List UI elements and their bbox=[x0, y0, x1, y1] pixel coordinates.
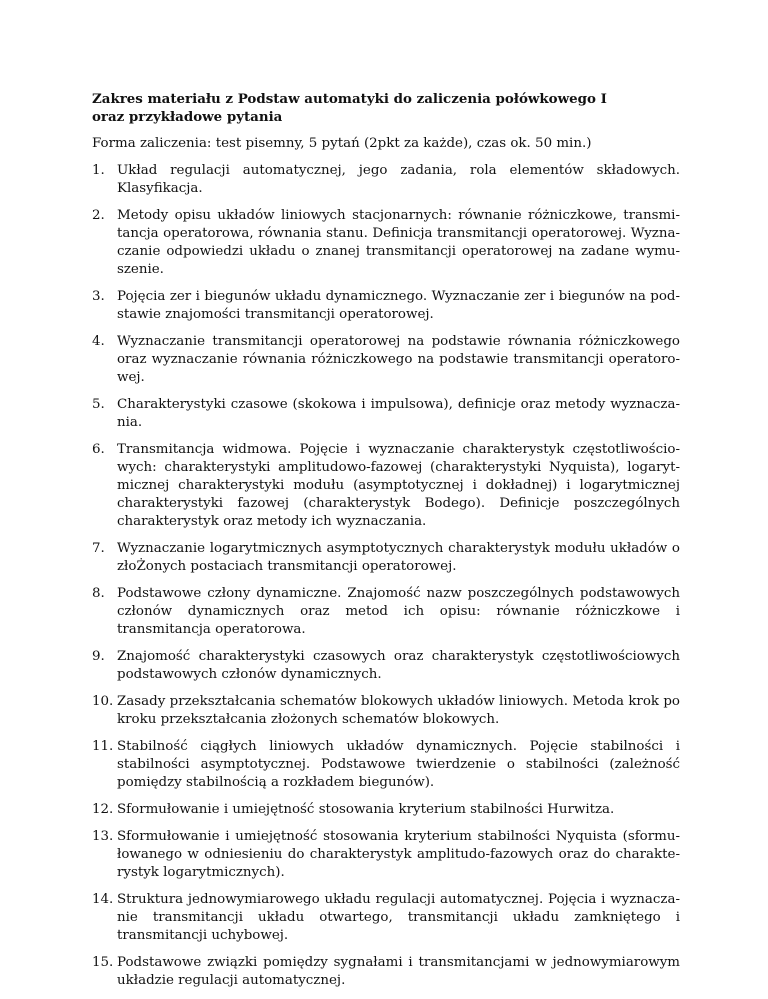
list-item bbox=[92, 954, 680, 990]
item-number: 12. bbox=[92, 802, 114, 817]
item-number: 10. bbox=[92, 694, 114, 709]
exam-form-description: Forma zaliczenia: test pisemny, 5 pytań (2pkt za każde), czas ok. 50 min.) bbox=[92, 136, 592, 151]
item-number: 15. bbox=[92, 955, 114, 970]
item-text: Podstawowe związki pomiędzy sygnałami i transmitancjami w jednowymiarowym układzie regulacji automatycznej. bbox=[117, 955, 680, 988]
list-item bbox=[92, 891, 680, 945]
title-line-1: Zakres materiału z Podstaw automatyki do zaliczenia połówkowego I bbox=[92, 91, 607, 107]
item-number: 4. bbox=[92, 334, 105, 349]
list-item bbox=[92, 441, 680, 531]
list-item bbox=[92, 288, 680, 324]
title-line-2: oraz przykładowe pytania bbox=[92, 109, 283, 125]
item-text: Metody opisu układów liniowych stacjonarnych: równanie różniczkowe, transmitancja operatorowa, równania stanu. Definicja transmitancji operatorowej. Wyznaczanie odpowiedzi układu o znanej transmitancji operatorowej na zadane wymuszenie. bbox=[117, 208, 680, 277]
item-text: Wyznaczanie transmitancji operatorowej na podstawie równania różniczkowego oraz wyznaczanie równania różniczkowego na podstawie transmitancji operatorowej. bbox=[117, 334, 680, 385]
list-item bbox=[92, 738, 680, 792]
list-item bbox=[92, 585, 680, 639]
item-text: Podstawowe człony dynamiczne. Znajomość nazw poszczególnych podstawowych członów dynamicznych oraz metod ich opisu: równanie różniczkowe i transmitancja operatorowa. bbox=[117, 586, 680, 637]
item-text: Struktura jednowymiarowego układu regulacji automatycznej. Pojęcia i wyznaczanie transmitancji układu otwartego, transmitancji układu zamkniętego i transmitancji uchybowej. bbox=[117, 892, 680, 943]
list-item bbox=[92, 693, 680, 729]
item-number: 13. bbox=[92, 829, 114, 844]
list-item bbox=[92, 828, 680, 882]
document-page bbox=[92, 90, 680, 999]
item-number: 2. bbox=[92, 208, 105, 223]
item-text: Wyznaczanie logarytmicznych asymptotycznych charakterystyk modułu układów o złoŻonych postaciach transmitancji operatorowej. bbox=[117, 541, 680, 574]
document-title bbox=[92, 90, 680, 126]
list-item bbox=[92, 648, 680, 684]
list-item bbox=[92, 162, 680, 198]
item-text: Układ regulacji automatycznej, jego zadania, rola elementów składowych. Klasyfikacja. bbox=[117, 163, 680, 196]
item-number: 9. bbox=[92, 649, 105, 664]
item-text: Charakterystyki czasowe (skokowa i impulsowa), definicje oraz metody wyznaczania. bbox=[117, 397, 680, 430]
item-number: 3. bbox=[92, 289, 105, 304]
item-text: Pojęcia zer i biegunów układu dynamicznego. Wyznaczanie zer i biegunów na podstawie znajomości transmitancji operatorowej. bbox=[117, 289, 680, 322]
item-number: 1. bbox=[92, 163, 105, 178]
list-item bbox=[92, 396, 680, 432]
item-number: 6. bbox=[92, 442, 105, 457]
item-number: 8. bbox=[92, 586, 105, 601]
item-text: Sformułowanie i umiejętność stosowania kryterium stabilności Hurwitza. bbox=[117, 802, 615, 817]
item-text: Znajomość charakterystyki czasowych oraz charakterystyk częstotliwościowych podstawowych członów dynamicznych. bbox=[117, 649, 680, 682]
item-text: Sformułowanie i umiejętność stosowania kryterium stabilności Nyquista (sformułowanego w odniesieniu do charakterystyk amplitudo-fazowych oraz do charakterystyk logarytmicznych). bbox=[117, 829, 680, 880]
item-text: Stabilność ciągłych liniowych układów dynamicznych. Pojęcie stabilności i stabilności asymptotycznej. Podstawowe twierdzenie o stabilności (zależność pomiędzy stabilnością a rozkładem biegunów). bbox=[117, 739, 680, 790]
list-item bbox=[92, 333, 680, 387]
list-item bbox=[92, 540, 680, 576]
item-number: 7. bbox=[92, 541, 105, 556]
list-item bbox=[92, 207, 680, 279]
item-text: Transmitancja widmowa. Pojęcie i wyznaczanie charakterystyk częstotliwościowych: charakterystyki amplitudowo-fazowej (charakterystyki Nyquista), logarytmicznej charakterystyki modułu (asymptotycznej i dokładnej) i logarytmicznej charakterystyki fazowej (charakterystyk Bodego). Definicje poszczególnych charakterystyk oraz metody ich wyznaczania. bbox=[117, 442, 680, 529]
list-item bbox=[92, 801, 680, 819]
item-number: 5. bbox=[92, 397, 105, 412]
item-number: 11. bbox=[92, 739, 114, 754]
item-text: Zasady przekształcania schematów blokowych układów liniowych. Metoda krok po kroku przekształcania złożonych schematów blokowych. bbox=[117, 694, 680, 727]
item-number: 14. bbox=[92, 892, 114, 907]
topic-list bbox=[92, 162, 680, 990]
